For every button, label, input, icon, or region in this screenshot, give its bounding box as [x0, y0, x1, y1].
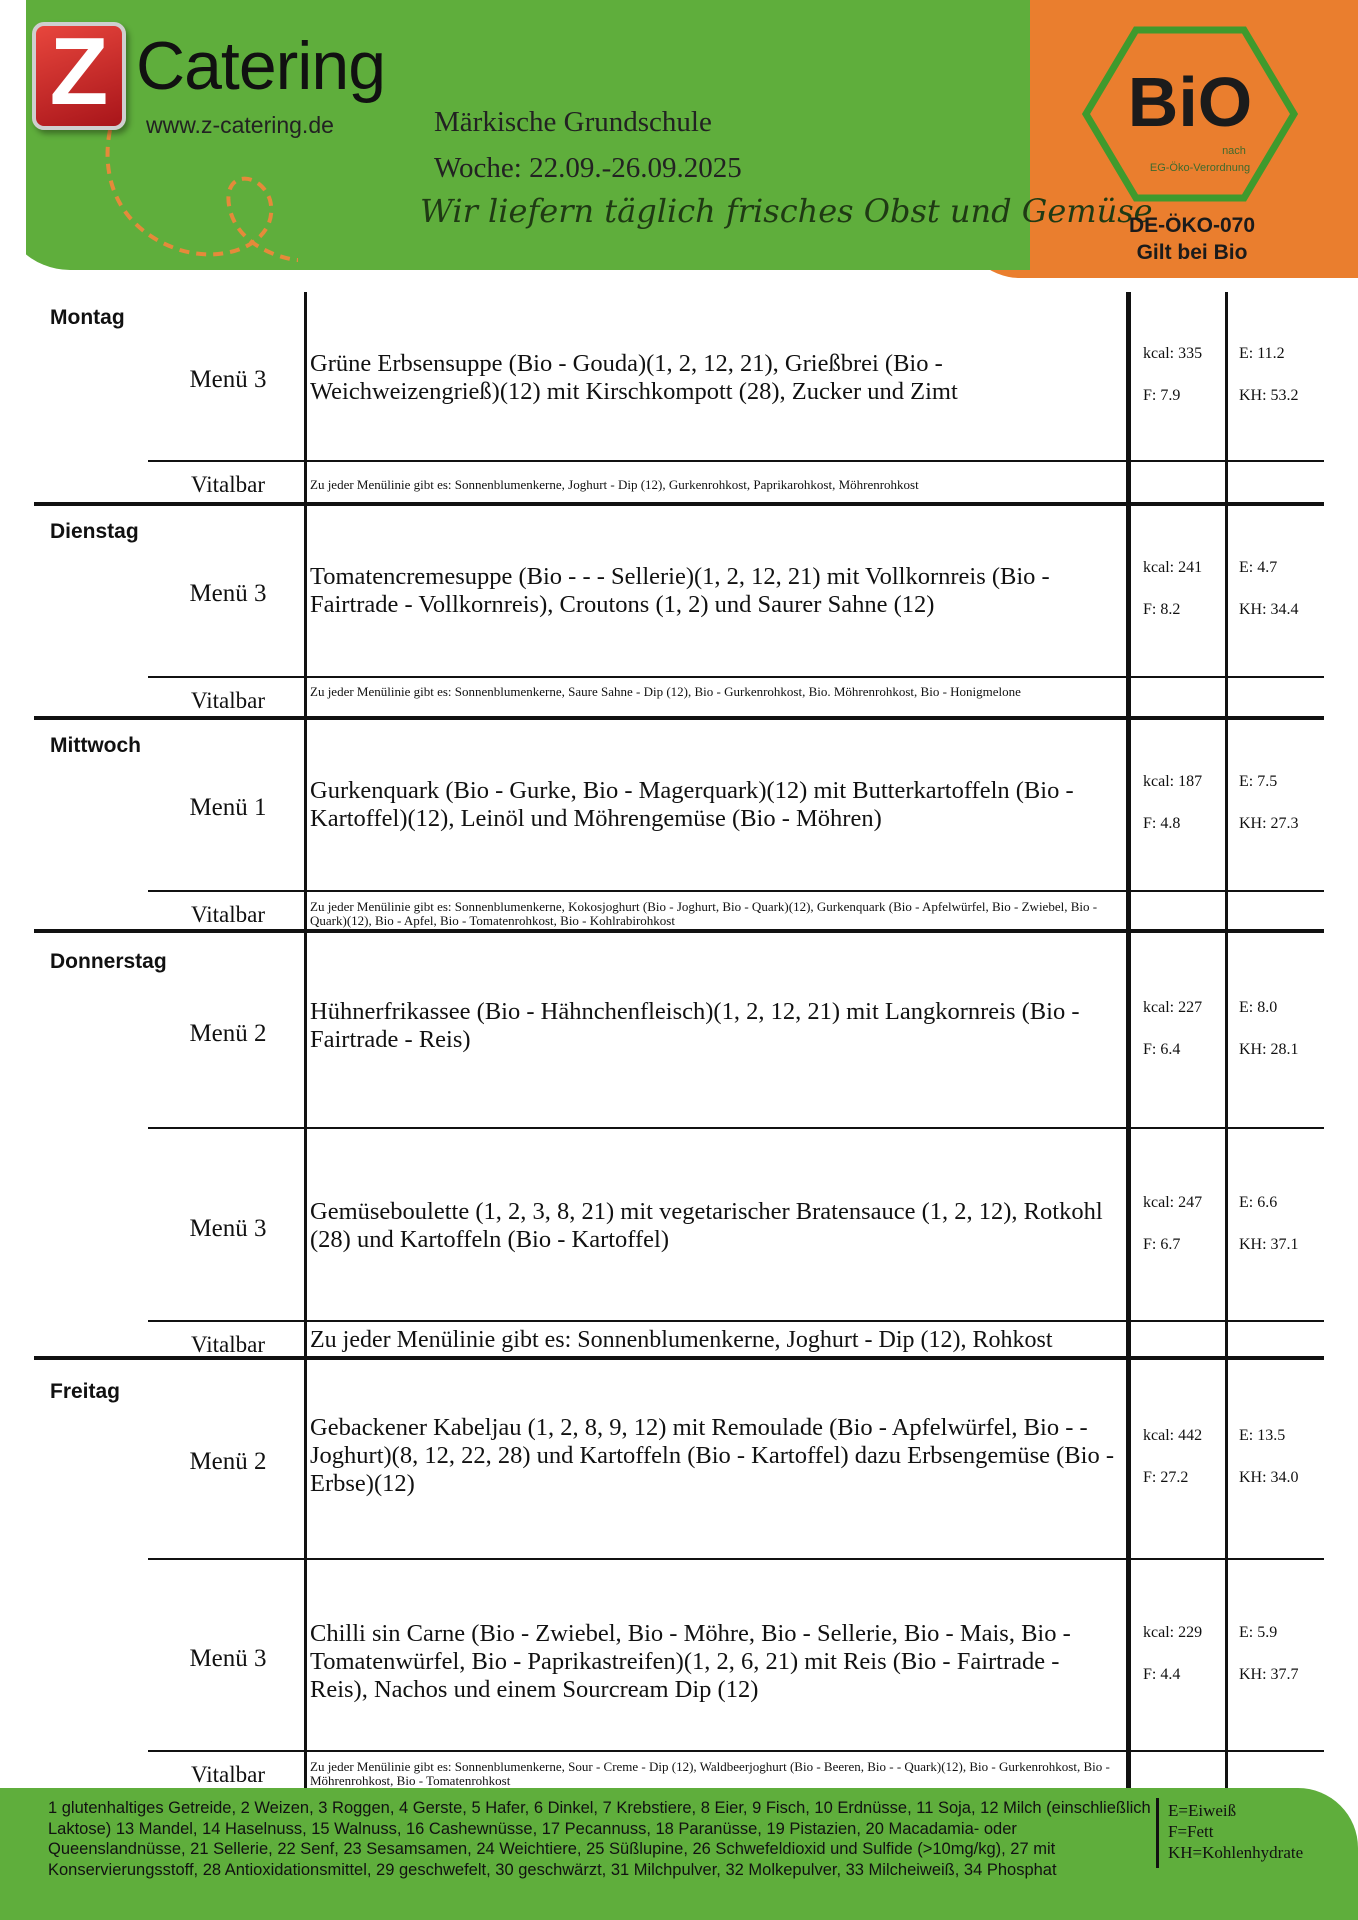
footer-divider	[1156, 1798, 1159, 1868]
allergen-legend: 1 glutenhaltiges Getreide, 2 Weizen, 3 Roggen, 4 Gerste, 5 Hafer, 6 Dinkel, 7 Krebstiere, 8 Eier, 9 Fisch, 10 Erdnüsse, 11 Soja, 12 Milch (einschließlich Laktose) 13 Mandel, 14 Haselnuss, 15 Walnuss, 16 Cashewnüsse, 17 Pecannuss, 18 Paranüsse, 19 Pistazien, 20 Macadamia- oder Queenslandnüsse, 21 Sellerie, 22 Senf, 23 Sesamsamen, 24 Weichtiere, 25 Süßlupine, 26 Schwefeldioxid und Sulfide (>10mg/kg), 27 mit Konservierungsstoff, 28 Antioxidationsmittel, 29 geschwefelt, 30 geschwärzt, 31 Milchpulver, 32 Molkepulver, 33 Milcheiweiß, 34 Phosphat	[48, 1799, 1151, 1879]
bio-note: Gilt bei Bio	[1136, 241, 1248, 264]
logo-wordmark: Catering	[136, 28, 386, 104]
vitalbar-text: Zu jeder Menülinie gibt es: Sonnenblumenkerne, Saure Sahne - Dip (12), Bio - Gurkenrohkost, Bio. Möhrenrohkost, Bio - Honigmelone	[310, 684, 1021, 699]
vitalbar-label: Vitalbar	[191, 902, 265, 927]
protein-value: E: 6.6	[1239, 1194, 1278, 1211]
protein-value: E: 8.0	[1239, 999, 1278, 1016]
menu-label: Menü 1	[189, 794, 267, 821]
day-label: Dienstag	[50, 520, 139, 543]
row-separator	[148, 1750, 1324, 1752]
kcal-value: kcal: 241	[1143, 559, 1203, 576]
school-name: Märkische Grundschule	[434, 106, 712, 138]
bio-seal-icon	[1082, 26, 1298, 202]
dish-description: Chilli sin Carne (Bio - Zwiebel, Bio - Möhre, Bio - Sellerie, Bio - Mais, Bio - Tomatenwürfel, Bio - Paprikastreifen)(1, 2, 6, 21) mit Reis (Bio - Fairtrade - Reis), Nachos und einem Sourcream Dip (12)	[310, 1620, 1071, 1703]
fat-value: F: 7.9	[1143, 387, 1181, 404]
bio-code: DE-ÖKO-070	[1128, 214, 1256, 237]
menu-label: Menü 3	[189, 366, 267, 393]
kcal-value: kcal: 227	[1143, 999, 1203, 1016]
carbs-value: KH: 37.1	[1239, 1236, 1299, 1253]
dish-description: Hühnerfrikassee (Bio - Hähnchenfleisch)(1, 2, 12, 21) mit Langkornreis (Bio - Fairtrade - Reis)	[310, 998, 1080, 1053]
protein-value: E: 7.5	[1239, 773, 1278, 790]
bio-seal-word: BiO	[1127, 63, 1253, 141]
protein-value: E: 13.5	[1239, 1427, 1286, 1444]
week-range: Woche: 22.09.-26.09.2025	[434, 152, 742, 184]
dish-description: Gebackener Kabeljau (1, 2, 8, 9, 12) mit Remoulade (Bio - Apfelwürfel, Bio - - Joghurt)(8, 12, 22, 28) und Kartoffeln (Bio - Kartoffel) dazu Erbsengemüse (Bio - Erbse)(12)	[310, 1414, 1114, 1497]
dish-description: Gemüseboulette (1, 2, 3, 8, 21) mit vegetarischer Bratensauce (1, 2, 12), Rotkohl (28) und Kartoffeln (Bio - Kartoffel)	[310, 1198, 1103, 1253]
vitalbar-label: Vitalbar	[191, 688, 265, 713]
bio-seal-sub1: nach	[1222, 145, 1246, 157]
day-label: Freitag	[50, 1380, 121, 1403]
dish-description: Tomatencremesuppe (Bio - - - Sellerie)(1, 2, 12, 21) mit Vollkornreis (Bio - Fairtrade - Vollkornreis), Croutons (1, 2) und Saurer Sahne (12)	[310, 563, 1050, 618]
day-label: Donnerstag	[50, 950, 167, 973]
kcal-value: kcal: 247	[1143, 1194, 1203, 1211]
day-separator	[34, 502, 1324, 506]
carbs-value: KH: 34.0	[1239, 1469, 1299, 1486]
bio-seal-sub2: EG-Öko-Verordnung	[1149, 162, 1251, 174]
carbs-value: KH: 37.7	[1239, 1666, 1299, 1683]
fat-value: F: 8.2	[1143, 601, 1181, 618]
dish-description: Gurkenquark (Bio - Gurke, Bio - Magerquark)(12) mit Butterkartoffeln (Bio - Kartoffel)(12), Leinöl und Möhrengemüse (Bio - Möhren)	[310, 777, 1074, 832]
row-separator	[148, 1320, 1324, 1322]
fat-value: F: 27.2	[1143, 1469, 1189, 1486]
day-label: Montag	[50, 306, 125, 329]
menu-label: Menü 3	[189, 1215, 267, 1242]
bio-certification	[1100, 212, 1284, 266]
day-label: Mittwoch	[50, 734, 141, 757]
vitalbar-text: Zu jeder Menülinie gibt es: Sonnenblumenkerne, Kokosjoghurt (Bio - Joghurt, Bio - Quark)(12), Gurkenquark (Bio - Apfelwürfel, Bio - Zwiebel, Bio - Quark)(12), Bio - Apfel, Bio - Tomatenrohkost, Bio - Kohlrabirohkost	[310, 899, 1098, 928]
carbs-value: KH: 53.2	[1239, 387, 1299, 404]
grid-line	[1225, 292, 1228, 1792]
kcal-value: kcal: 442	[1143, 1427, 1203, 1444]
kcal-value: kcal: 229	[1143, 1624, 1203, 1641]
fat-value: F: 6.7	[1143, 1236, 1181, 1253]
dish-description: Grüne Erbsensuppe (Bio - Gouda)(1, 2, 12, 21), Grießbrei (Bio - Weichweizengrieß)(12) mit Kirschkompott (28), Zucker und Zimt	[310, 350, 958, 405]
carbs-value: KH: 28.1	[1239, 1041, 1299, 1058]
nutrient-legend	[1168, 1800, 1303, 1863]
row-separator	[148, 1558, 1324, 1560]
menu-label: Menü 2	[189, 1020, 267, 1047]
row-separator	[148, 1127, 1324, 1129]
menu-label: Menü 2	[189, 1448, 267, 1475]
kcal-value: kcal: 335	[1143, 345, 1203, 362]
protein-value: E: 5.9	[1239, 1624, 1278, 1641]
grid-line	[1126, 292, 1131, 1792]
logo-letter: Z	[49, 18, 109, 125]
protein-value: E: 11.2	[1239, 345, 1285, 362]
fat-value: F: 6.4	[1143, 1041, 1181, 1058]
legend-protein: E=Eiweiß	[1168, 1801, 1237, 1820]
legend-fat: F=Fett	[1168, 1822, 1214, 1841]
row-separator	[148, 460, 1324, 462]
vitalbar-text: Zu jeder Menülinie gibt es: Sonnenblumenkerne, Joghurt - Dip (12), Gurkenrohkost, Paprikarohkost, Möhrenrohkost	[310, 477, 919, 492]
row-separator	[148, 676, 1324, 678]
vitalbar-label: Vitalbar	[191, 1762, 265, 1787]
kcal-value: kcal: 187	[1143, 773, 1203, 790]
vitalbar-text: Zu jeder Menülinie gibt es: Sonnenblumenkerne, Sour - Creme - Dip (12), Waldbeerjoghurt (Bio - Beeren, Bio - - Quark)(12), Bio - Gurkenrohkost, Bio - Möhrenrohkost, Bio - Tomatenrohkost	[310, 1759, 1110, 1788]
menu-label: Menü 3	[189, 580, 267, 607]
vitalbar-label: Vitalbar	[191, 472, 265, 497]
row-separator	[148, 890, 1324, 892]
carbs-value: KH: 27.3	[1239, 815, 1299, 832]
vitalbar-text: Zu jeder Menülinie gibt es: Sonnenblumenkerne, Joghurt - Dip (12), Rohkost	[310, 1327, 1053, 1353]
header-left-margin	[0, 0, 26, 270]
day-separator	[34, 716, 1324, 720]
website-url[interactable]: www.z-catering.de	[146, 112, 334, 138]
fat-value: F: 4.8	[1143, 815, 1181, 832]
menu-label: Menü 3	[189, 1645, 267, 1672]
slogan: Wir liefern täglich frisches Obst und Gemüse	[420, 192, 1153, 230]
vitalbar-label: Vitalbar	[191, 1332, 265, 1357]
legend-carbs: KH=Kohlenhydrate	[1168, 1843, 1304, 1862]
day-separator	[34, 929, 1324, 933]
fat-value: F: 4.4	[1143, 1666, 1181, 1683]
protein-value: E: 4.7	[1239, 559, 1278, 576]
carbs-value: KH: 34.4	[1239, 601, 1299, 618]
decorative-swirl-icon	[80, 120, 300, 270]
